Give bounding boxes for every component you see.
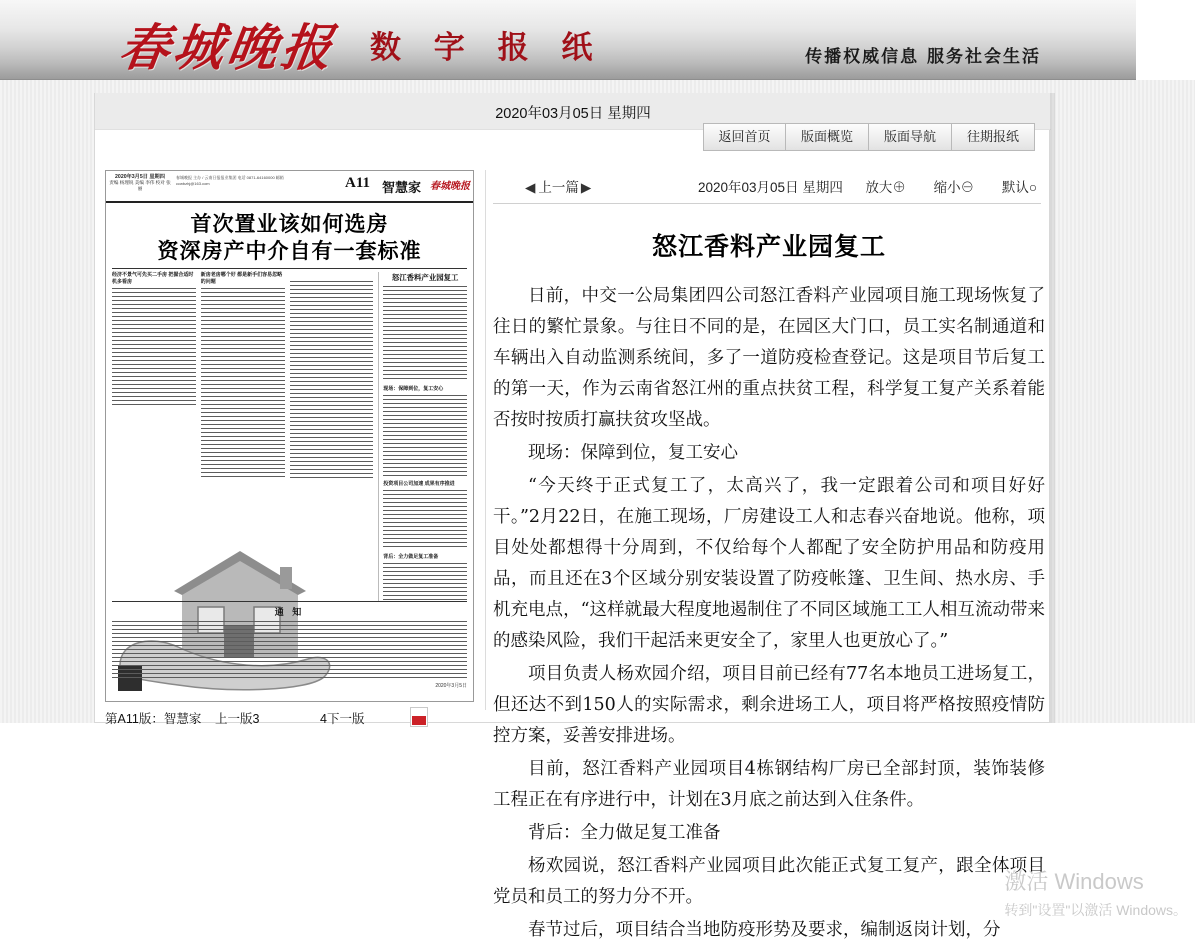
thumbnail-notice-title: 通 知 <box>274 607 305 617</box>
masthead-right-filler <box>1136 0 1195 80</box>
thumbnail-side-subhead-2: 投资项目公司加速 成果有序推进 <box>383 481 455 487</box>
thumbnail-column-4 <box>378 272 467 602</box>
article-paragraph: 日前，中交一公局集团四公司怒江香料产业园项目施工现场恢复了往日的繁忙景象。与往日不同的是，在园区大门口，员工实名制通道和车辆出入自动监测系统间，多了一道防疫检查登记。这是项目节后复工的第一天，作为云南省怒江州的重点扶贫工程，科学复工复产关系着能否按时按质打赢扶贫攻坚战。 <box>493 286 1045 430</box>
thumbnail-notice-block <box>112 601 467 693</box>
article-toolbar <box>493 173 1041 203</box>
article-paragraph: 春节过后，项目结合当地防疫形势及要求，编制返岗计划，分 <box>528 920 1001 940</box>
page-shadow <box>1050 93 1055 723</box>
thumbnail-headline-line2: 资深房产中介自有一套标准 <box>157 238 422 263</box>
prev-article-label: 上一篇 <box>538 180 579 195</box>
thumbnail-footer <box>105 707 485 729</box>
masthead-subtitle: 数 字 报 纸 <box>370 30 604 66</box>
current-date: 2020年03月05日 星期四 <box>495 106 651 122</box>
thumbnail-rule <box>112 268 467 269</box>
thumbnail-paper-logo: 春城晚报 <box>430 181 470 192</box>
thumbnail-text-block <box>290 281 374 481</box>
thumbnail-date: 2020年3月5日 星期四 <box>115 174 165 180</box>
masthead-slogan: 传播权威信息 服务社会生活 <box>805 47 1041 67</box>
archive-button[interactable]: 往期报纸 <box>952 123 1035 151</box>
caret-left-icon: ◀ <box>525 180 536 195</box>
newspaper-logo: 春城晚报 <box>115 18 340 77</box>
watermark-line-1: 激活 Windows <box>1004 869 1144 894</box>
thumbnail-text-block <box>112 288 196 408</box>
thumbnail-headline <box>112 210 467 264</box>
watermark-line-2: 转到"设置"以激活 Windows。 <box>1004 902 1187 918</box>
page-container <box>94 93 1050 940</box>
thumbnail-notice-date: 2020年3月5日 <box>435 683 467 689</box>
page-nav-button[interactable]: 版面导航 <box>869 123 952 151</box>
article-paragraph: 项目负责人杨欢园介绍，项目目前已经有77名本地员工进场复工，但还达不到150人的实际需求，剩余进场工人，项目将严格按照疫情防控方案，妥善安排进场。 <box>493 664 1045 746</box>
home-button[interactable]: 返回首页 <box>703 123 786 151</box>
thumbnail-editors: 责编 杨理锐 美编 李伟 校对 张丽 <box>109 180 171 191</box>
thumbnail-section-name: 智慧家 <box>381 180 421 195</box>
thumbnail-meta: 春城晚报 主办 / 云南日报报业集团 电话 0871-64160000 邮箱 ccwbzhj@163.com <box>176 175 284 186</box>
newspaper-page-thumbnail[interactable] <box>105 170 474 702</box>
zoom-out-button[interactable]: 缩小⊖ <box>933 180 975 195</box>
masthead <box>0 0 1136 80</box>
thumbnail-notice-text <box>112 621 467 679</box>
article-paragraph: 背后：全力做足复工准备 <box>528 823 721 843</box>
thumbnail-column-2-head: 新房老房哪个好 都是新手们容易忽略的问题 <box>200 272 283 285</box>
pane-divider <box>485 170 486 710</box>
zoom-default-button[interactable]: 默认○ <box>1001 180 1037 195</box>
article-paragraph: “今天终于正式复工了，太高兴了，我一定跟着公司和项目好好干。”2月22日，在施工现场，厂房建设工人和志春兴奋地说。他称，项目处处都想得十分周到，不仅给每个人都配了安全防护用品和防疫用品，而且还在3个区域分别安装设置了防疫帐篷、卫生间、热水房、手机充电点，“这样就最大程度地遏制住了不同区域施工工人相互流动带来的感染风险，我们干起活来更安全了，家里人也更放心了。” <box>493 476 1045 651</box>
thumbnail-side-article-title: 怒江香料产业园复工 <box>391 273 459 282</box>
article-body <box>493 213 1045 940</box>
prev-page-link[interactable]: 上一版3 <box>215 712 260 726</box>
zoom-controls <box>841 176 1037 196</box>
zoom-in-button[interactable]: 放大⊕ <box>865 180 906 195</box>
thumbnail-text-block <box>383 395 467 477</box>
caret-right-icon: ▶ <box>580 180 592 195</box>
thumbnail-date-block <box>109 174 171 192</box>
article-paragraph: 杨欢园说，怒江香料产业园项目此次能正式复工复产，跟全体项目党员和员工的努力分不开。 <box>493 856 1045 907</box>
thumbnail-text-block <box>201 288 285 478</box>
article-paragraph: 现场：保障到位，复工安心 <box>528 443 738 463</box>
thumbnail-text-block <box>383 563 467 603</box>
thumbnail-column-1-head: 经济不景气可先买二手房 把握合适时机多看房 <box>112 272 194 285</box>
page-overview-button[interactable]: 版面概览 <box>786 123 869 151</box>
toolbar-divider <box>493 203 1041 204</box>
article-date: 2020年03月05日 星期四 <box>698 180 843 195</box>
thumbnail-side-subhead-1: 现场：保障到位，复工安心 <box>383 386 444 392</box>
pdf-download-icon[interactable] <box>410 707 428 727</box>
thumbnail-text-block <box>383 490 467 550</box>
top-nav-buttons <box>703 123 1035 151</box>
current-page-label: 第A11版：智慧家 <box>105 712 202 726</box>
thumbnail-text-block <box>383 286 467 382</box>
article-title: 怒江香料产业园复工 <box>651 232 886 261</box>
thumbnail-side-subhead-3: 背后：全力做足复工准备 <box>383 554 439 560</box>
next-page-link[interactable]: 4下一版 <box>320 712 365 726</box>
prev-article-button[interactable] <box>525 176 591 196</box>
thumbnail-header <box>106 171 473 203</box>
article-paragraph: 目前，怒江香料产业园项目4栋钢结构厂房已全部封顶，装饰装修工程正在有序进行中，计划在3月底之前达到入住条件。 <box>493 759 1045 810</box>
thumbnail-page-number: A11 <box>344 175 370 191</box>
thumbnail-headline-line1: 首次置业该如何选房 <box>190 211 389 236</box>
